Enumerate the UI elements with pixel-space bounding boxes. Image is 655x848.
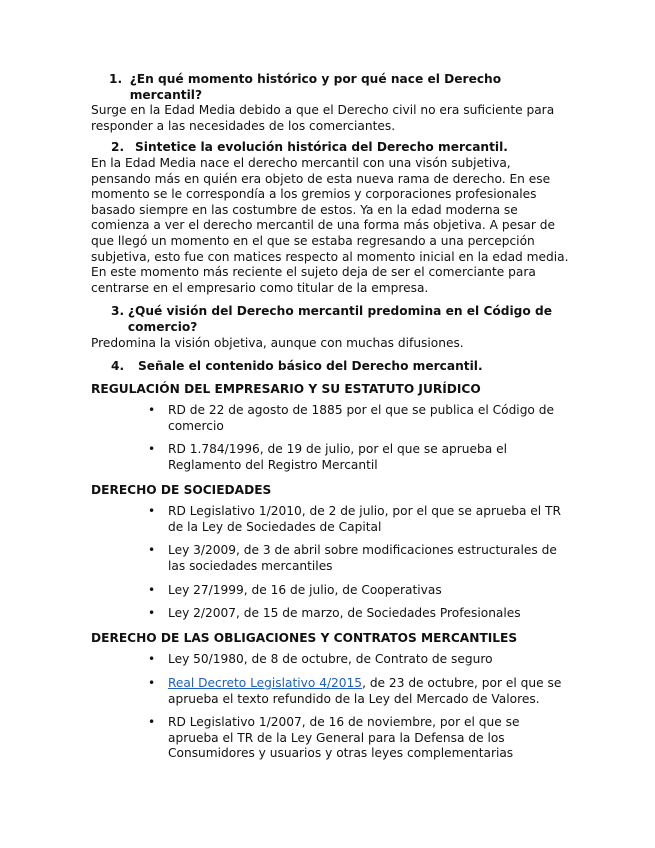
section-heading-obligaciones: DERECHO DE LAS OBLIGACIONES Y CONTRATOS MERCANTILES	[91, 630, 518, 645]
bullet-icon: •	[148, 715, 156, 730]
list-item-text: RD Legislativo 1/2007, de 16 de noviembre, por el que se aprueba el TR de la Ley General para la Defensa de los Consumidores y usuarios y otras leyes complementarias	[168, 715, 520, 761]
list-obligaciones	[91, 652, 571, 762]
question-2	[111, 140, 571, 156]
bullet-icon: •	[148, 504, 156, 519]
answer-2: En la Edad Media nace el derecho mercantil con una visón subjetiva, pensando más en quién era objeto de esta nueva rama de derecho. En ese momento se le correspondía a los gremios y corporaciones profesionales basado siempre en las costumbre de estos. Ya en la edad moderna se comienza a ver el derecho mercantil de una forma más objetiva. A pesar de que llegó un momento en el que se estaba regresando a una percepción subjetiva, esto fue con matices respecto al momento inicial en la edad media. En este momento más reciente el sujeto deja de ser el comerciante para centrarse en el empresario como titular de la empresa.	[91, 155, 569, 295]
list-item	[91, 403, 571, 434]
list-item	[91, 504, 571, 535]
list-item-text: Ley 50/1980, de 8 de octubre, de Contrato de seguro	[168, 652, 493, 667]
list-item-text: , de 23 de octubre, por el que se aprueba el texto refundido de la Ley del Mercado de Valores.	[168, 676, 562, 706]
question-number: 3.	[111, 304, 125, 319]
bullet-icon: •	[148, 403, 156, 418]
answer-1: Surge en la Edad Media debido a que el Derecho civil no era suficiente para responder a las necesidades de los comerciantes.	[91, 103, 555, 133]
list-item	[91, 652, 571, 668]
list-item-text: Ley 2/2007, de 15 de marzo, de Sociedades Profesionales	[168, 606, 521, 621]
section-heading-sociedades: DERECHO DE SOCIEDADES	[91, 482, 272, 497]
list-item-text: Ley 3/2009, de 3 de abril sobre modificaciones estructurales de las sociedades mercantiles	[168, 543, 557, 574]
question-1	[109, 72, 571, 103]
question-3	[111, 304, 571, 335]
bullet-icon: •	[148, 442, 156, 457]
list-item	[91, 606, 571, 622]
question-text: Señale el contenido básico del Derecho mercantil.	[138, 359, 483, 374]
list-sociedades	[91, 504, 571, 622]
answer-3: Predomina la visión objetiva, aunque con muchas difusiones.	[91, 335, 464, 350]
bullet-icon: •	[148, 582, 156, 597]
list-item-text: RD Legislativo 1/2010, de 2 de julio, por el que se aprueba el TR de la Ley de Sociedades de Capital	[168, 504, 561, 534]
question-text: ¿En qué momento histórico y por qué nace el Derecho mercantil?	[129, 72, 502, 102]
list-item-text: RD de 22 de agosto de 1885 por el que se publica el Código de comercio	[168, 403, 554, 433]
question-number: 1.	[109, 72, 123, 86]
list-item	[91, 583, 571, 599]
question-text: ¿Qué visión del Derecho mercantil predomina en el Código de comercio?	[127, 304, 553, 334]
list-item	[91, 676, 571, 707]
list-item-text: RD 1.784/1996, de 19 de julio, por el que se aprueba el Reglamento del Registro Mercantil	[168, 442, 507, 473]
bullet-icon: •	[148, 606, 156, 621]
list-item	[91, 442, 571, 473]
question-number: 2.	[111, 140, 125, 155]
question-text: Sintetice la evolución histórica del Derecho mercantil.	[135, 140, 508, 155]
bullet-icon: •	[148, 543, 156, 558]
bullet-icon: •	[148, 676, 156, 690]
question-4	[111, 359, 571, 375]
section-heading-empresario: REGULACIÓN DEL EMPRESARIO Y SU ESTATUTO JURÍDICO	[91, 381, 481, 396]
list-empresario	[91, 403, 571, 473]
question-number: 4.	[111, 359, 125, 374]
document-page	[91, 72, 571, 762]
list-item	[91, 543, 571, 574]
bullet-icon: •	[148, 652, 156, 667]
real-decreto-link[interactable]: Real Decreto Legislativo 4/2015	[168, 676, 363, 690]
list-item-text: Ley 27/1999, de 16 de julio, de Cooperativas	[168, 582, 442, 597]
list-item	[91, 715, 571, 762]
